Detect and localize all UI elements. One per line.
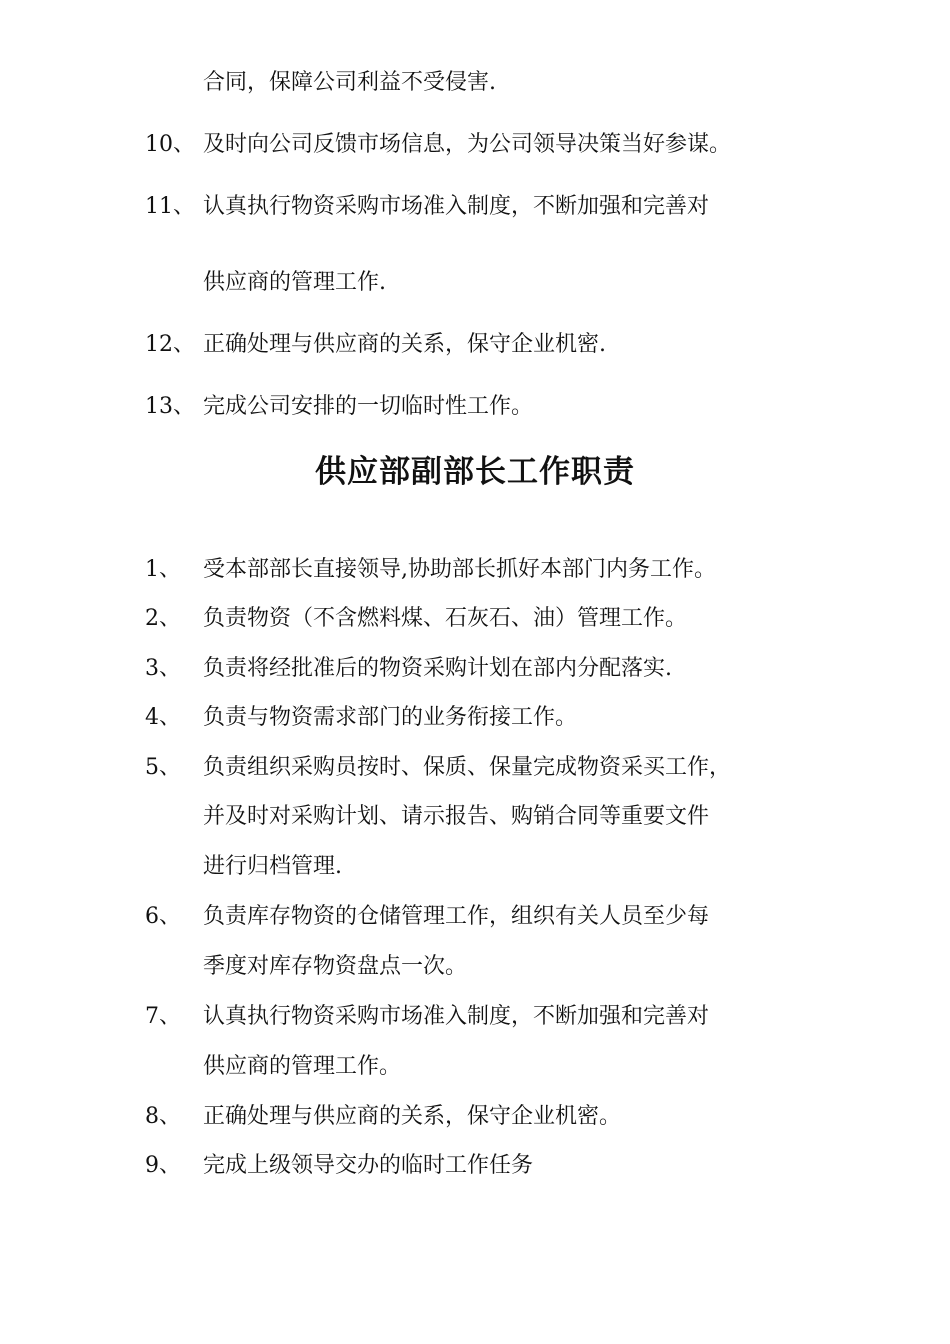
list-item-number: 4、 xyxy=(145,705,181,730)
list-item-number: 5、 xyxy=(145,755,181,780)
list-item-text: 供应商的管理工作. xyxy=(203,270,386,295)
list-item-text: 负责与物资需求部门的业务衔接工作。 xyxy=(203,705,578,730)
list-item-number: 7、 xyxy=(145,1004,181,1029)
list-item-text: 认真执行物资采购市场准入制度，不断加强和完善对 xyxy=(203,1004,710,1029)
list-item-text: 负责组织采购员按时、保质、保量完成物资采买工作， xyxy=(203,755,732,780)
list-item-text: 季度对库存物资盘点一次。 xyxy=(203,954,468,979)
list-item-text: 认真执行物资采购市场准入制度，不断加强和完善对 xyxy=(203,194,710,219)
list-item-text: 及时向公司反馈市场信息，为公司领导决策当好参谋。 xyxy=(203,132,732,157)
list-item-text: 负责将经批准后的物资采购计划在部内分配落实. xyxy=(203,656,672,681)
list-item-number: 6、 xyxy=(145,904,181,929)
list-item-text: 完成上级领导交办的临时工作任务 xyxy=(203,1153,534,1178)
list-item-number: 12、 xyxy=(145,332,195,357)
list-item-number: 8、 xyxy=(145,1104,181,1129)
list-item-number: 13、 xyxy=(145,394,195,419)
list-item-number: 10、 xyxy=(145,132,195,157)
list-item-number: 3、 xyxy=(145,656,181,681)
list-item-text: 正确处理与供应商的关系，保守企业机密。 xyxy=(203,1104,622,1129)
list-item-text: 完成公司安排的一切临时性工作。 xyxy=(203,394,534,419)
list-item-number: 9、 xyxy=(145,1153,181,1178)
list-item-text: 合同，保障公司利益不受侵害. xyxy=(203,70,496,95)
list-item-number: 1、 xyxy=(145,557,181,582)
list-item-text: 负责物资（不含燃料煤、石灰石、油）管理工作。 xyxy=(203,606,688,631)
section-title: 供应部副部长工作职责 xyxy=(315,454,635,490)
list-item-text: 负责库存物资的仓储管理工作，组织有关人员至少每 xyxy=(203,904,710,929)
list-item-text: 正确处理与供应商的关系，保守企业机密. xyxy=(203,332,606,357)
list-item-text: 进行归档管理. xyxy=(203,854,342,879)
list-item-number: 2、 xyxy=(145,606,181,631)
list-item-text: 并及时对采购计划、请示报告、购销合同等重要文件 xyxy=(203,804,710,829)
list-item-text: 供应商的管理工作。 xyxy=(203,1054,402,1079)
list-item-number: 11、 xyxy=(145,194,195,219)
list-item-text: 受本部部长直接领导,协助部长抓好本部门内务工作。 xyxy=(203,557,716,582)
